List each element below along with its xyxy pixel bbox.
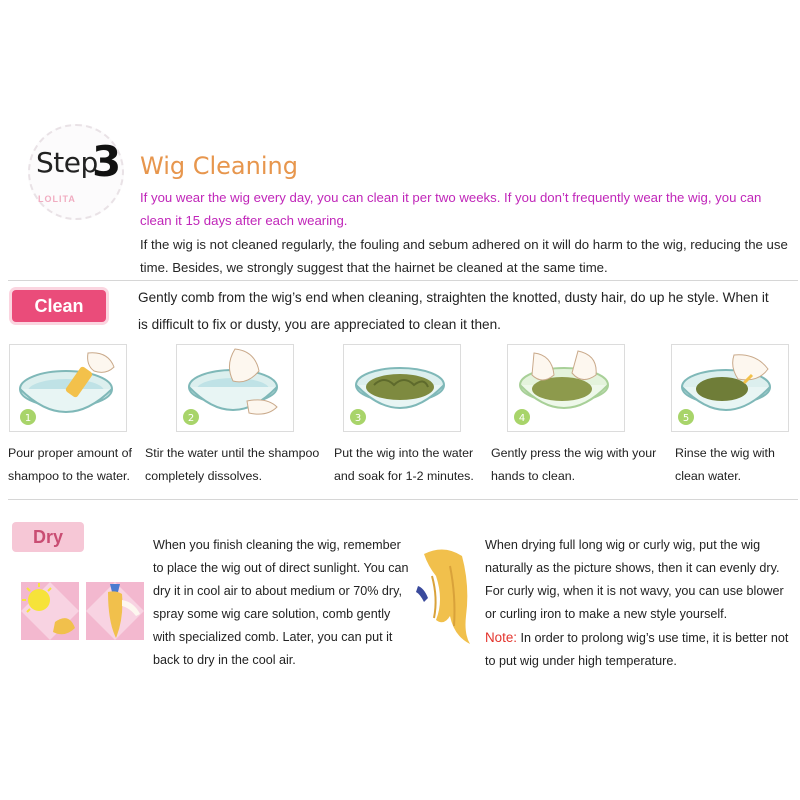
divider <box>8 280 798 281</box>
long-curly-wig-text: When drying full long wig or curly wig, put the wig naturally as the picture shows, then it can evenly dry. For curly wig, when it is not wavy, you can use blower or curling iron to make a new style yourself. <box>485 538 784 621</box>
sun-drying-illustration <box>21 582 79 640</box>
dry-section-badge: Dry <box>12 522 84 552</box>
long-wig-illustration <box>414 546 476 646</box>
step-2-number: 2 <box>187 413 195 424</box>
step-1-number: 1 <box>24 413 32 424</box>
step-2-caption: Stir the water until the shampoo completely dissolves. <box>145 446 320 483</box>
intro-frequency-text: If you wear the wig every day, you can clean it per two weeks. If you don’t frequently wear the wig, you can clean it 15 days after each wearing. <box>140 190 762 228</box>
step-1-illustration <box>9 344 127 432</box>
step-3-caption: Put the wig into the water and soak for 1-2 minutes. <box>334 446 474 483</box>
divider <box>8 499 798 500</box>
clean-description: Gently comb from the wig’s end when cleaning, straighten the knotted, dusty hair, do up he style. When it is difficult to fix or dusty, you are appreciated to clean it then. <box>138 290 769 332</box>
hanging-wig-illustration <box>86 582 144 640</box>
step-4-number: 4 <box>518 413 526 424</box>
step-label: Step <box>36 146 98 179</box>
clean-section-badge: Clean <box>12 290 106 322</box>
step-4-illustration <box>507 344 625 432</box>
step-5-number: 5 <box>682 413 690 424</box>
step-4-caption: Gently press the wig with your hands to clean. <box>491 446 657 483</box>
step-number: 3 <box>92 137 122 186</box>
intro-maintenance-text: If the wig is not cleaned regularly, the fouling and sebum adhered on it will do harm to the wig, reducing the use time. Besides, we strongly suggest that the hairnet be cleaned at the same time. <box>140 237 788 275</box>
step-5-illustration <box>671 344 789 432</box>
step-2-illustration <box>176 344 294 432</box>
step-5-caption: Rinse the wig with clean water. <box>675 446 775 483</box>
step-3-illustration <box>343 344 461 432</box>
brand-watermark: LOLITA <box>38 194 76 204</box>
page-title: Wig Cleaning <box>140 152 298 180</box>
note-label: Note: <box>485 630 518 645</box>
step-3-number: 3 <box>354 413 362 424</box>
step-1-caption: Pour proper amount of shampoo to the water. <box>8 446 132 483</box>
dry-instructions-text: When you finish cleaning the wig, remember to place the wig out of direct sunlight. You can dry it in cool air to about medium or 70% dry, spray some wig care solution, comb gently with specialized comb. Later, you can put it back to dry in the cool air. <box>153 538 409 667</box>
long-curly-wig-instructions <box>485 534 790 673</box>
note-text: In order to prolong wig’s use time, it is better not to put wig under high temperature. <box>485 631 789 668</box>
